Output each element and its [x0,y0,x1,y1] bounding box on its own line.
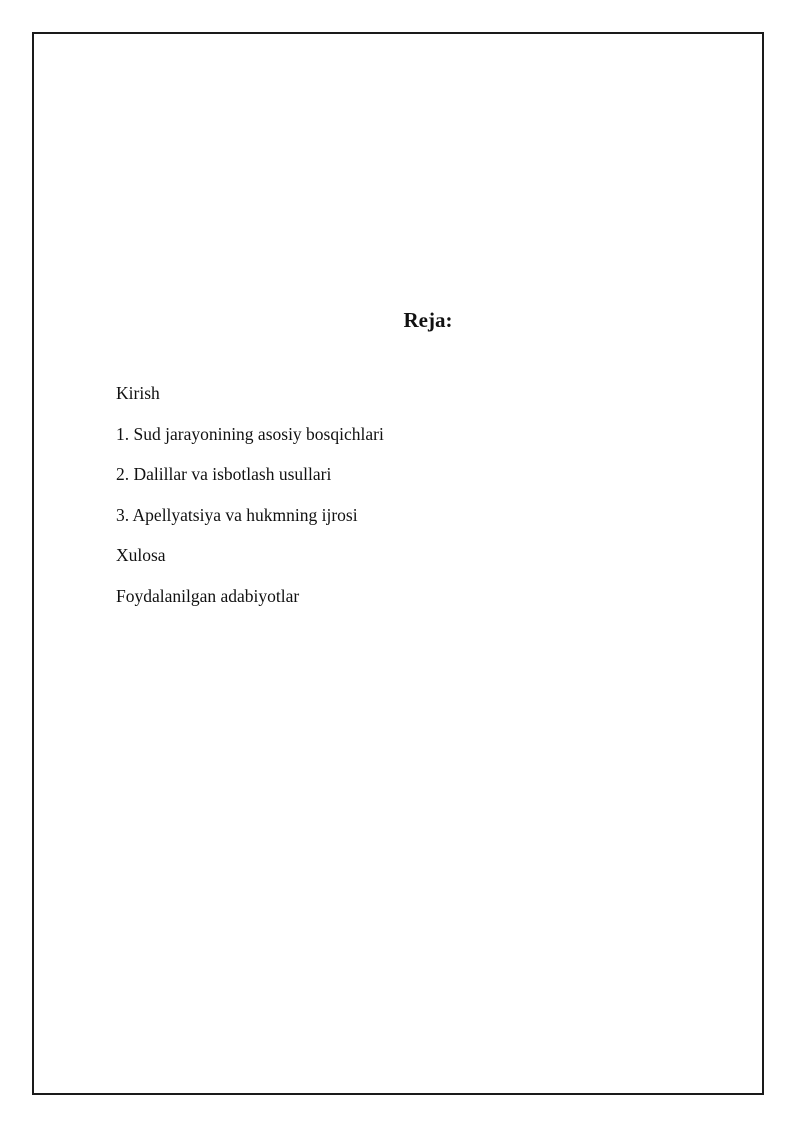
page-border-frame [32,32,764,1095]
plan-item-introduction: Kirish [116,383,160,403]
plan-item-chapter-2: 2. Dalillar va isbotlash usullari [116,464,332,485]
plan-item-conclusion: Xulosa [116,545,166,566]
plan-item-references: Foydalanilgan adabiyotlar [116,585,300,606]
page-title: Reja: [403,308,453,332]
plan-item-chapter-1: 1. Sud jarayonining asosiy bosqichlari [116,423,384,444]
plan-list [116,382,384,626]
plan-item-chapter-3: 3. Apellyatsiya va hukmning ijrosi [116,504,358,525]
